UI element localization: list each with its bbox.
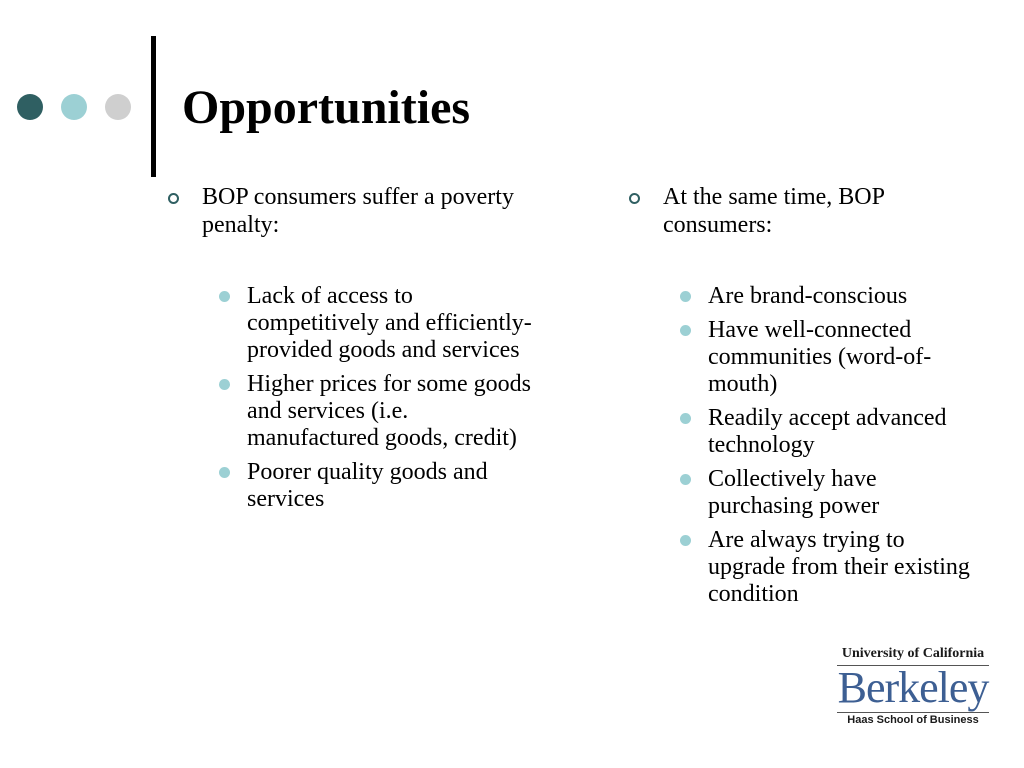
light-teal-dot <box>61 94 87 120</box>
bullet-icon <box>219 467 230 478</box>
grey-dot <box>105 94 131 120</box>
bullet-icon <box>680 325 691 336</box>
list-item <box>219 371 545 452</box>
list-item-text: Collectively have purchasing power <box>708 466 880 519</box>
list-item-text: Are brand-conscious <box>708 283 908 309</box>
list-item <box>219 459 545 513</box>
left-heading-item <box>165 183 545 239</box>
list-item-text: Are always trying to upgrade from their existing condition <box>708 527 970 607</box>
logo-haas-text: Haas School of Business <box>847 714 979 726</box>
list-item-text: Have well-connected communities (word-of-mouth) <box>708 317 932 397</box>
list-item <box>680 317 986 398</box>
list-item-text: Poorer quality goods and services <box>247 459 488 512</box>
left-sub-list <box>165 283 545 513</box>
ring-bullet-icon <box>629 193 640 204</box>
list-item <box>680 527 986 608</box>
logo-rule <box>837 712 989 713</box>
logo-berkeley-text: Berkeley <box>837 663 989 712</box>
list-item-text: Higher prices for some goods and services (i.e. manufactured goods, credit) <box>247 371 531 451</box>
berkeley-haas-logo <box>837 646 989 728</box>
list-item-text: Lack of access to competitively and efficiently-provided goods and services <box>247 283 532 363</box>
bullet-icon <box>680 474 691 485</box>
right-heading: At the same time, BOP consumers: <box>663 184 885 238</box>
right-heading-item <box>626 183 986 239</box>
list-item <box>680 466 986 520</box>
list-item <box>680 283 986 310</box>
slide-title: Opportunities <box>182 81 471 134</box>
title-divider <box>151 36 156 177</box>
bullet-icon <box>680 291 691 302</box>
bullet-icon <box>680 535 691 546</box>
logo-university-text: University of California <box>841 646 985 661</box>
left-column <box>165 183 545 520</box>
list-item <box>219 283 545 364</box>
right-sub-list <box>626 283 986 608</box>
bullet-icon <box>680 413 691 424</box>
bullet-icon <box>219 291 230 302</box>
right-column <box>626 183 986 615</box>
bullet-icon <box>219 379 230 390</box>
ring-bullet-icon <box>168 193 179 204</box>
left-heading: BOP consumers suffer a poverty penalty: <box>202 184 514 238</box>
list-item-text: Readily accept advanced technology <box>708 405 947 458</box>
dark-teal-dot <box>17 94 43 120</box>
list-item <box>680 405 986 459</box>
